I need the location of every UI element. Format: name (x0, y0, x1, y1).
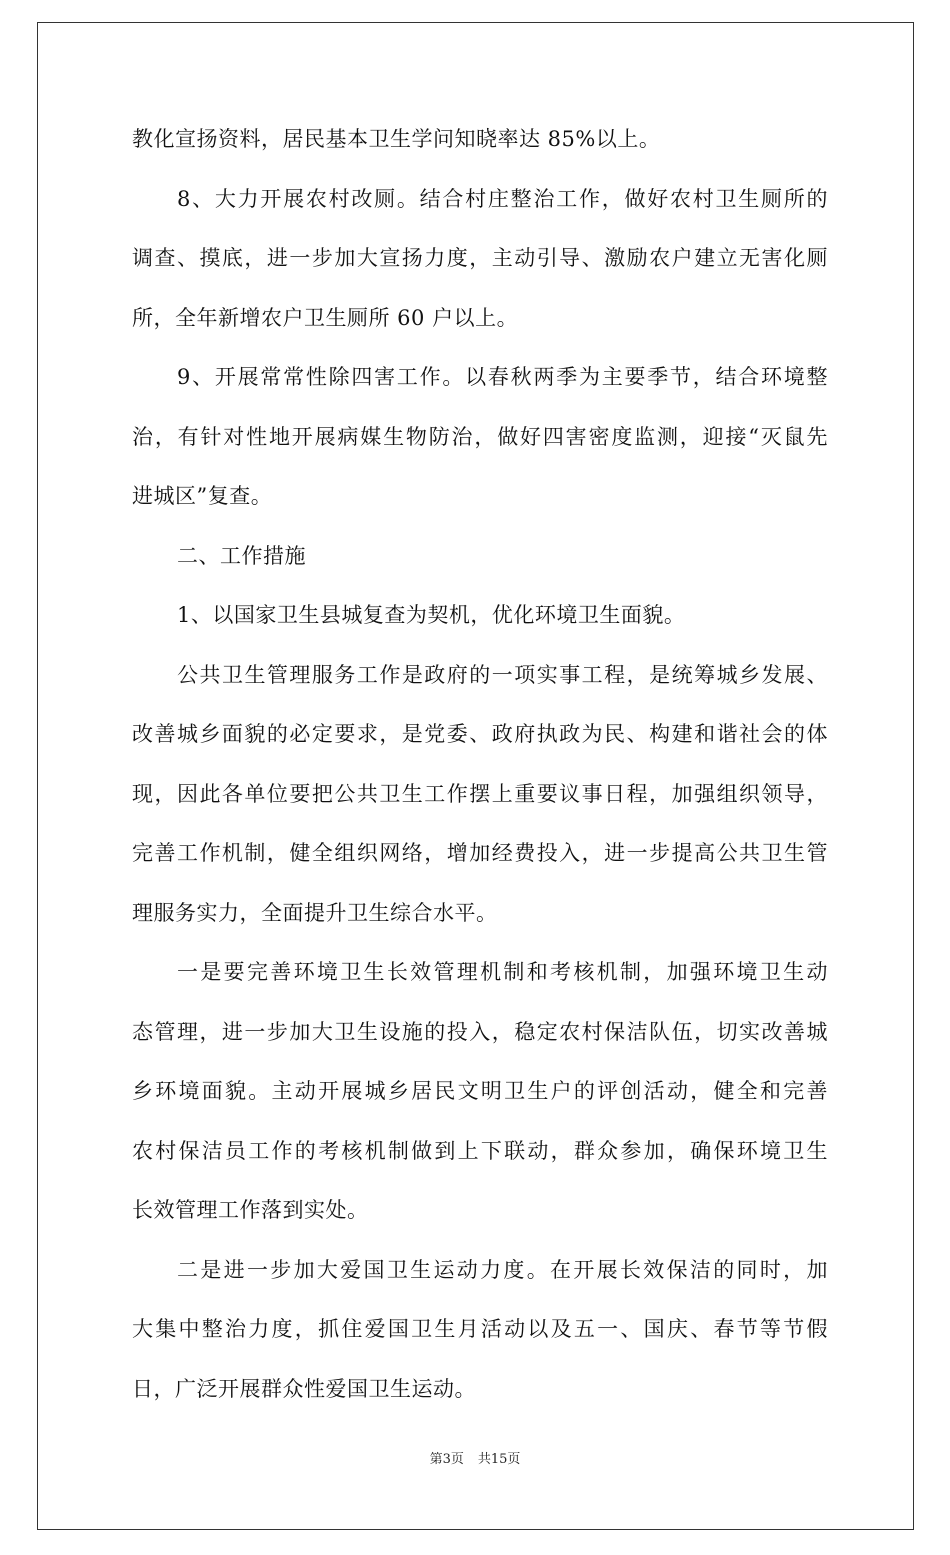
paragraph-3-line-2: 治，有针对性地开展病媒生物防治，做好四害密度监测，迎接“灭鼠先 (132, 424, 828, 449)
paragraph-2-line-3: 所，全年新增农户卫生厕所 60 户以上。 (132, 305, 519, 330)
paragraph-1-line-1: 教化宣扬资料，居民基本卫生学问知晓率达 85%以上。 (132, 127, 661, 151)
document-body (132, 110, 828, 1419)
page-number: 第3页 (429, 1452, 464, 1467)
paragraph-7-line-1: 一是要完善环境卫生长效管理机制和考核机制，加强环境卫生动 (177, 960, 828, 984)
paragraph-8-line-3: 日，广泛开展群众性爱国卫生运动。 (132, 1376, 476, 1401)
paragraph-6-line-2: 改善城乡面貌的必定要求，是党委、政府执政为民、构建和谐社会的体 (132, 722, 828, 746)
paragraph-4-line-1: 二、工作措施 (177, 543, 306, 568)
paragraph-5-line-1: 1、以国家卫生县城复查为契机，优化环境卫生面貌。 (177, 603, 686, 627)
paragraph-2-line-2: 调查、摸底，进一步加大宣扬力度，主动引导、激励农户建立无害化厕 (132, 246, 828, 270)
paragraph-7-line-4: 农村保洁员工作的考核机制做到上下联动，群众参加，确保环境卫生 (132, 1138, 828, 1163)
paragraph-6-line-5: 理服务实力，全面提升卫生综合水平。 (132, 900, 498, 925)
paragraph-3-line-1: 9、开展常常性除四害工作。以春秋两季为主要季节，结合环境整 (177, 365, 828, 389)
paragraph-7-line-2: 态管理，进一步加大卫生设施的投入，稳定农村保洁队伍，切实改善城 (132, 1019, 828, 1044)
paragraph-6-line-3: 现，因此各单位要把公共卫生工作摆上重要议事日程，加强组织领导， (132, 781, 828, 806)
paragraph-6-line-4: 完善工作机制，健全组织网络，增加经费投入，进一步提高公共卫生管 (132, 841, 828, 865)
paragraph-2-line-1: 8、大力开展农村改厕。结合村庄整治工作，做好农村卫生厕所的 (177, 186, 828, 211)
paragraph-7-line-5: 长效管理工作落到实处。 (132, 1198, 369, 1222)
paragraph-8-line-1: 二是进一步加大爱国卫生运动力度。在开展长效保洁的同时，加 (177, 1257, 828, 1282)
paragraph-7-line-3: 乡环境面貌。主动开展城乡居民文明卫生户的评创活动，健全和完善 (132, 1079, 828, 1103)
paragraph-6-line-1: 公共卫生管理服务工作是政府的一项实事工程，是统筹城乡发展、 (177, 662, 828, 687)
page-footer (0, 1448, 950, 1467)
page-total: 共15页 (477, 1452, 521, 1467)
paragraph-8-line-2: 大集中整治力度，抓住爱国卫生月活动以及五一、国庆、春节等节假 (132, 1317, 828, 1341)
paragraph-3-line-3: 进城区”复查。 (132, 484, 273, 508)
